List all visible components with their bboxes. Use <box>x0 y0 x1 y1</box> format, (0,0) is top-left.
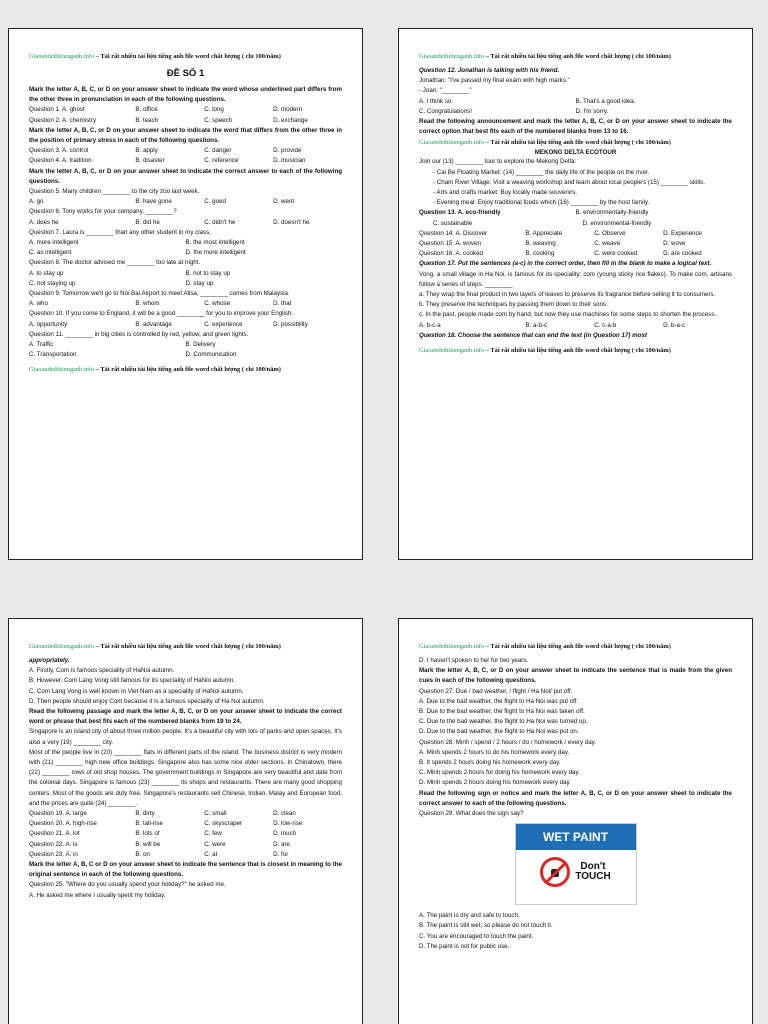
page-4 <box>398 618 753 1024</box>
paint-brush-icon <box>551 869 559 877</box>
question-stem: Question 8. The doctor advised me ________ too late at night. <box>29 259 201 267</box>
instruction: Mark the letter A, B, C, or D on your answer sheet to indicate the word that differs from the other three in the position of primary stress in each of the following questions. <box>29 126 342 145</box>
question-stem: Question 28. Minh / spend / 2 hours / do / homework / every day. <box>419 738 597 746</box>
sentence-option: c. In the past, people made com by hand, but now they use machines for some steps to shorten the process. <box>419 311 717 319</box>
dialogue-line: - Joan: "________" <box>419 87 472 95</box>
option-line: B. Due to the bad weather, the flight to Ha Noi was taken off. <box>419 708 585 716</box>
question-stem: Question 27. Due / bad weather, / flight / Ha Noi/ put off. <box>419 687 573 695</box>
question-options: A. does he B. did he C. didn't he D. doesn't he <box>29 218 310 226</box>
question-options: Question 23. A. in B. on C. at D. for <box>29 850 289 858</box>
question-options: C. Transportation D. Communication <box>29 351 237 359</box>
question-options: Question 20. A. high-rise B. tall-rise C. skyscraper D. low-rise <box>29 820 303 828</box>
option-line: B. It spends 2 hours doing his homework every day. <box>419 759 561 767</box>
instruction: Mark the letter A, B, C, or D on your answer sheet to indicate the correct answer to each of the following questions. <box>29 167 342 185</box>
option-line: D. Then people should enjoy Com because it is a famous speciality of Ha Noi autumn. <box>29 697 265 705</box>
passage: Vong, a small village in Ha Noi, is famous for its speciality: com (young sticky rice flakes). To make com, artisans follow a series of steps. ________ <box>419 270 732 288</box>
question-stem: Question 17. Put the sentences (a-c) in the correct order, then fill in the blank to make a logical text. <box>419 260 712 268</box>
page-1 <box>8 28 363 560</box>
question-options: A. b-c-a B. a-b-c C. c-a-b D. b-a-c <box>419 321 686 329</box>
instruction: Read the following sign or notice and mark the letter A, B, C, or D on your answer sheet to indicate the correct answer to each of the following questions. <box>419 789 732 807</box>
option-line: D. Due to the bad weather, the flight to Ha Noi was put on. <box>419 728 579 736</box>
page-footer: Giaoandethitienganh.info – Tài rất nhiều tài liệu tiếng anh file word chất lượng ( chỉ 100/năm) <box>29 366 281 374</box>
question-options: Question 22. A. is B. will be C. were D. are <box>29 840 290 848</box>
question-stem: Question 29. What does the sign say? <box>419 810 524 818</box>
announcement-line: - Arts and crafts market: Buy locally made souvenirs. <box>433 189 578 197</box>
option-line: B. However, Com Lang Vong still famous for its speciality of HaNoi autumn. <box>29 677 235 685</box>
sign-heading: WET PAINT <box>516 824 636 850</box>
question-stem: Question 9. Tomorrow we'll go to Noi Bai Airport to meet Alisa, ________ comes from Malaysia. <box>29 290 290 298</box>
question-stem: Question 10. If you come to England, it will be a good ________ for you to improve your English. <box>29 310 294 318</box>
question-options: Question 21. A. lot B. lots of C. few D. much <box>29 830 297 838</box>
site-name[interactable]: Giaoandethitienganh.info <box>419 139 485 147</box>
option-line: B. The paint is still wet, so please do not touch it. <box>419 922 553 930</box>
question-options: Question 15. A. woven B. weaving C. weave D. wove <box>419 240 686 248</box>
option-line: C. You are encouraged to touch the paint. <box>419 932 534 940</box>
header-sep: – <box>94 53 101 60</box>
instruction: Mark the letter A, B, C or D on your answer sheet to indicate the sentence that is closest in meaning to the original sentence in each of the following questions. <box>29 861 342 879</box>
question-options: A. more intelligent B. the most intelligent <box>29 239 245 247</box>
question-stem: Question 5. Many children ________ to the city zoo last week. <box>29 188 200 196</box>
exam-title: ĐỀ SỐ 1 <box>166 68 205 79</box>
question-options: A. Traffic B. Delivery <box>29 341 216 349</box>
instruction: Mark the letter A, B, C, or D on your answer sheet to indicate the sentence that is made from the given cues in each of the following questions. <box>419 667 732 685</box>
passage: Singapore is an island city of about three million people. It's a beautiful city with lots of parks and open spaces. It's also a very (19) ________ city. <box>29 728 342 746</box>
question-options: Question 4. A. tradition B. disaster C. reference D. musician <box>29 157 306 165</box>
option-line: A. The paint is dry and safe to touch. <box>419 912 520 920</box>
page-3 <box>8 618 363 1024</box>
question-options: A. who B. whom C. whose D. that <box>29 300 292 308</box>
question-stem: Question 25. "Where do you usually spend your holiday?" he asked me. <box>29 881 226 889</box>
question-stem: Question 7. Laura is ________ than any other student in my class. <box>29 228 211 236</box>
option-line: D. The paint is not for public use. <box>419 942 510 950</box>
no-touch-icon <box>540 857 570 887</box>
question-options: C. Congratulations! D. I'm sorry. <box>419 107 609 115</box>
site-name[interactable]: Giaoandethitienganh.info <box>419 347 485 355</box>
instruction: Read the following passage and mark the letter A, B, C, or D on your answer sheet to indicate the correct word or phrase that best fits each of the numbered blanks from 19 to 24. <box>29 708 342 726</box>
site-name[interactable]: Giaoandethitienganh.info <box>419 53 485 60</box>
question-options: C. sustainable D. environmental-friendly <box>433 219 652 227</box>
site-name[interactable]: Giaoandethitienganh.info <box>419 643 485 650</box>
option-line: C. Due to the bad weather, the flight to Ha Noi was turned up. <box>419 718 588 726</box>
announcement-line: - Evening meal: Enjoy traditional foods which (16) ________ by the host family. <box>433 199 650 207</box>
page-2 <box>398 28 753 560</box>
page-header: Giaoandethitienganh.info – Tài rất nhiều tài liệu tiếng anh file word chất lượng ( chỉ 100/năm) <box>29 643 281 650</box>
question-options: Question 13. A. eco-friendly B. environmentally-friendly <box>419 209 649 217</box>
question-options: C. not staying up D. stay up <box>29 279 214 287</box>
page-header <box>29 53 342 60</box>
page-header: Giaoandethitienganh.info – Tài rất nhiều tài liệu tiếng anh file word chất lượng ( chỉ 100/năm) <box>419 643 671 650</box>
question-options: Question 16. A. cooked B. cooking C. were cooked D. are cooked <box>419 250 702 258</box>
page-footer: Giaoandethitienganh.info – Tài rất nhiều tài liệu tiếng anh file word chất lượng ( chỉ 100/năm) <box>419 347 671 355</box>
announcement-line: - Cham River Village: Visit a weaving workshop and learn about local people's (15) ________ skills. <box>433 178 705 186</box>
site-name[interactable]: Giaoandethitienganh.info <box>29 53 95 60</box>
question-options: A. opportunity B. advantage C. experience D. possibility <box>29 320 308 328</box>
option-line: D. I haven't spoken to her for two years. <box>419 657 529 664</box>
passage: Most of the people live in (20) ________ flats in different parts of the island. The business district is very modern with (21) ________ high new office buildings. Singapore also has some nice older sections. In Chinatown, there (22) ________ rows of old shop houses. The government buildings in Singapore are very beautiful and date from the colonial days. Singapore is famous (23) ________ its shops and restaurants. There are many good shopping centers. Most of the goods are duty free. Singapore's restaurants sell Chinese, Indian, Malay and European food, and the prices are quite (24) ________. <box>29 748 342 807</box>
question-stem: Question 12. Jonathan is talking with his friend. <box>419 67 560 74</box>
announcement-title: MEKONG DELTA ECOTOUR <box>534 149 617 157</box>
wet-paint-sign <box>515 823 637 905</box>
header-tagline: Tài rất nhiều tài liệu tiếng anh file word chất lượng ( chỉ 100/năm) <box>100 53 281 60</box>
question-stem: Question 18. Choose the sentence that can end the text (in Question 17) most <box>419 331 647 339</box>
sentence-option: b. They preserve the techniques by passing them down to their sons. <box>419 301 608 309</box>
option-line: A. Minh spends 2 hours to do his homework every day. <box>419 748 570 756</box>
option-line: C. Minh spends 2 hours for doing his homework every day. <box>419 769 580 777</box>
question-options: Question 14. A. Discover B. Appreciate C. Observe D. Experience <box>419 229 702 237</box>
question-options: Question 2. A. chemistry B. teach C. speech D. exchange <box>29 116 308 124</box>
question-stem: Question 6. Tony works for your company, ________? <box>29 208 177 216</box>
question-options: A. to stay up B. not to stay up <box>29 269 231 277</box>
question-options: Question 3. A. control B. apply C. danger D. provide <box>29 147 302 155</box>
option-line: C. Com Lang Vong is well known in Viet Nam as a speciality of HaNoi autumn. <box>29 687 244 695</box>
sign-text: Don't TOUCH <box>575 861 611 883</box>
site-name[interactable]: Giaoandethitienganh.info <box>29 643 95 650</box>
page-header: Giaoandethitienganh.info – Tài rất nhiều tài liệu tiếng anh file word chất lượng ( chỉ 100/năm) <box>419 53 671 60</box>
question-options: Question 1. A. ghost B. office C. long D. modern <box>29 106 303 114</box>
option-line: A. Due to the bad weather, the flight to Ha Noi was put off. <box>419 697 579 705</box>
instruction: Read the following announcement and mark the letter A, B, C, or D on your answer sheet to indicate the correct option that best fits each of the numbered blanks from 13 to 16. <box>419 118 732 136</box>
option-line: D. Minh spends 2 hours doing his homework every day. <box>419 779 571 787</box>
site-name[interactable]: Giaoandethitienganh.info <box>29 366 95 374</box>
page-header: Giaoandethitienganh.info – Tài rất nhiều tài liệu tiếng anh file word chất lượng ( chỉ 100/năm) <box>419 139 671 147</box>
question-options: C. as intelligent D. the more intelligent <box>29 249 246 257</box>
question-options: Question 19. A. large B. dirty C. small D. clean <box>29 810 296 818</box>
question-options: A. I think so. B. That's a good idea. <box>419 97 636 105</box>
question-stem-continued: appropriately. <box>29 657 70 664</box>
option-line: A. He asked me where I usually spent my holiday. <box>29 891 166 899</box>
announcement-line: Join our (13) ________ tour to explore the Mekong Delta: <box>419 158 577 166</box>
option-line: A. Firstly, Com is famous speciality of HaNoi autumn. <box>29 667 175 675</box>
dialogue-line: Jonathan: "I've passed my final exam with high marks." <box>419 77 570 85</box>
sentence-option: a. They wrap the final product in two layers of leaves to preserve its fragrance before selling it to consumers. <box>419 291 716 299</box>
instruction: Mark the letter A, B, C, or D on your answer sheet to indicate the word whose underlined part differs from the other three in pronunciation in each of the following questions. <box>29 86 342 104</box>
question-options: A. go B. have gone C. goed D. went <box>29 198 295 206</box>
question-stem: Question 11. ________ in big cities is controlled by red, yellow, and green lights. <box>29 330 249 338</box>
announcement-line: - Cai Be Floating Market: (14) ________ the daily life of the people on the river. <box>433 168 650 176</box>
